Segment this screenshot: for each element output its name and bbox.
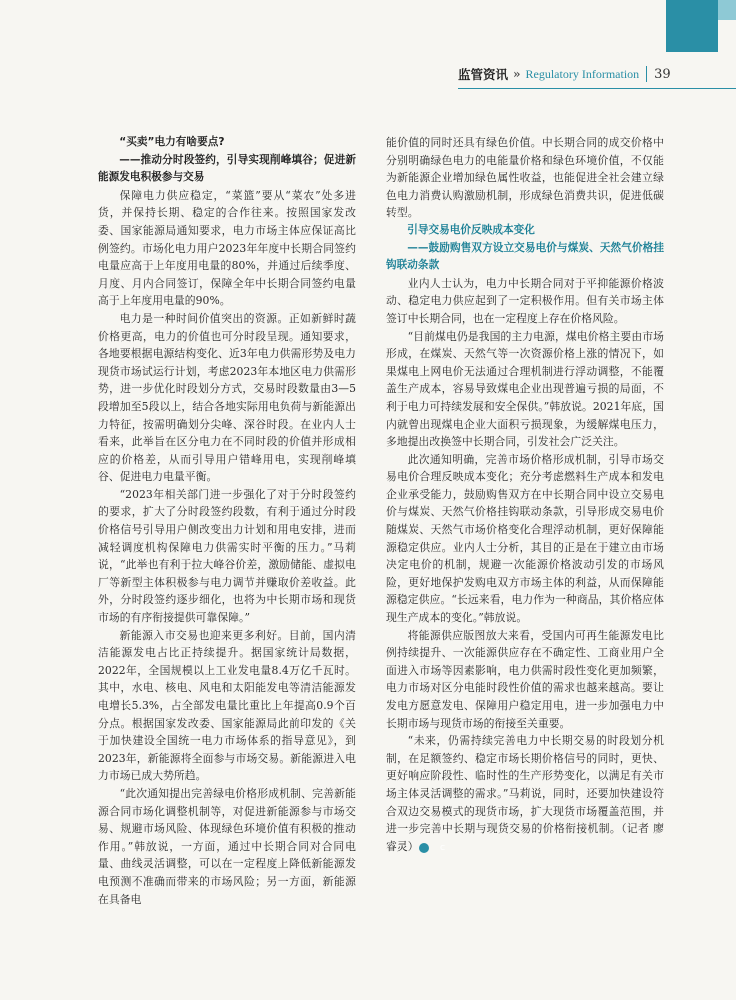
paragraph: 将能源供应版图放大来看，受国内可再生能源发电比例持续提升、一次能源供应存在不确定性、工商业用户全面进入市场等因素影响，电力供需时段性变化更加频繁，电力市场对区分电能时段性价值的需求也越来越高。要让发电方愿意发电、保障用户稳定用电，进一步加强电力中长期市场与现货市场的衔接至关重要。 [386,628,664,730]
paragraph-continuation: 能价值的同时还具有绿色价值。中长期合同的成交价格中分别明确绿色电力的电能量价格和绿色环境价值，不仅能为新能源企业增加绿色属性收益，也能促进全社会建立绿色电力消费认购激励机制，形成绿色消费共识，促进低碳转型。 [386,136,664,220]
section-heading: 引导交易电价反映成本变化 [407,223,535,236]
corner-decoration [666,0,718,52]
paragraph: 业内人士认为，电力中长期合同对于平抑能源价格波动、稳定电力供应起到了一定积极作用。但有关市场主体签订中长期合同，也在一定程度上存在价格风险。 [386,276,664,325]
paragraph: “此次通知提出完善绿电价格形成机制、完善新能源合同市场化调整机制等，对促进新能源参与市场交易、规避市场风险、体现绿色环境价值有积极的推动作用。”韩放说，一方面，通过中长期合同对合同电量、曲线灵活调整，可以在一定程度上降低新能源发电预测不准确而带来的市场风险；另一方面，新能源在具备电 [98,786,356,906]
paragraph-final [386,732,664,855]
section-title-en: Regulatory Information [525,66,640,81]
header-rule [458,88,736,89]
end-mark-icon: C [419,843,429,853]
running-header [458,62,728,86]
right-column [386,134,664,855]
paragraph: “2023年相关部门进一步强化了对于分时段签约的要求，扩大了分时段签约段数，有利于通过分时段价格信号引导用户侧改变出力计划和用电安排，进而减轻调度机构保障电力供需实时平衡的压力。”马莉说，“此举也有利于拉大峰谷价差，激励储能、虚拟电厂等新型主体积极参与电力调节并赚取价差收益。此外，分时段签约逐步细化，也将为中长期市场和现货市场的有序衔接提供可靠保障。” [98,487,356,625]
paragraph: “目前煤电仍是我国的主力电源，煤电价格主要由市场形成，在煤炭、天然气等一次资源价格上涨的情况下，如果煤电上网电价无法通过合理机制进行浮动调整，不能覆盖生产成本，容易导致煤电企业出现普遍亏损的局面，不利于电力可持续发展和安全保供。”韩放说。2021年底，国内就曾出现煤电企业大面积亏损现象，为缓解煤电压力，多地提出改换签中长期合同，引发社会广泛关注。 [386,329,664,449]
paragraph: 电力是一种时间价值突出的资源。正如新鲜时蔬价格更高，电力的价值也可分时段呈现。通知要求，各地要根据电源结构变化、近3年电力供需形势及电力现货市场试运行计划，考虑2023年本地区电力供需形势，进一步优化时段划分方式，交易时段数量由3—5段增加至5段以上，结合各地实际用电负荷与新能源出力特征，按需明确划分尖峰、深谷时段。在业内人士看来，此举旨在区分电力在不同时段的价值并形成相应的价格差，从而引导用户错峰用电，实现削峰填谷、促进电力电量平衡。 [98,311,356,484]
paragraph: 此次通知明确，完善市场价格形成机制，引导市场交易电价合理反映成本变化；充分考虑燃料生产成本和发电企业承受能力，鼓励购售双方在中长期合同中设立交易电价与煤炭、天然气价格挂钩联动条款，引导形成交易电价随煤炭、天然气市场价格变化合理浮动机制，更好保障能源稳定供应。业内人士分析，其目的正是在于建立由市场决定电价的机制，规避一次能源价格波动引发的市场风险，更好地保护发购电双方市场主体的利益，从而保障能源稳定供应。“长远来看，电力作为一种商品，其价格应体现生产成本的变化。”韩放说。 [386,452,664,625]
double-chevron-icon: » [513,67,521,81]
corner-decoration-light [718,0,736,20]
section-title-cn: 监管资讯 [458,67,509,82]
header-divider [646,66,647,82]
paragraph-text: “未来，仍需持续完善电力中长期交易的时段划分机制，在足额签约、稳定市场长期价格信号的同时，更快、更好响应阶段性、临时性的生产形势变化，以满足有关市场主体灵活调整的需求。”马莉说，同时，还要加快建设符合双边交易模式的现货市场，扩大现货市场覆盖范围，并进一步完善中长期与现货交易的价格衔接机制。（记者 廖睿灵） [386,734,664,853]
left-column [98,134,356,908]
section-subheading: ——鼓励购售双方设立交易电价与煤炭、天然气价格挂钩联动条款 [386,241,664,272]
section-subheading: ——推动分时段签约，引导实现削峰填谷；促进新能源发电积极参与交易 [98,153,356,184]
paragraph: 保障电力供应稳定，“菜篮”要从“菜农”处多进货，并保持长期、稳定的合作往来。按照国家发改委、国家能源局通知要求，电力市场主体应保证高比例签约。市场化电力用户2023年年度中长期合同签约电量应高于上年度用电量的80%，并通过后续季度、月度、月内合同签订，保障全年中长期合同签约电量高于上年度用电量的90%。 [98,188,356,308]
section-heading: “买卖”电力有啥要点? [119,136,225,148]
page-number: 39 [654,66,671,82]
paragraph: 新能源入市交易也迎来更多利好。目前，国内清洁能源发电占比正持续提升。据国家统计局数据，2022年，全国规模以上工业发电量8.4万亿千瓦时。其中，水电、核电、风电和太阳能发电等清洁能源发电增长5.3%，占全部发电量比重比上年提高0.9个百分点。根据国家发改委、国家能源局此前印发的《关于加快建设全国统一电力市场体系的指导意见》，到2023年，新能源将全面参与市场交易。新能源进入电力市场已成大势所趋。 [98,628,356,783]
